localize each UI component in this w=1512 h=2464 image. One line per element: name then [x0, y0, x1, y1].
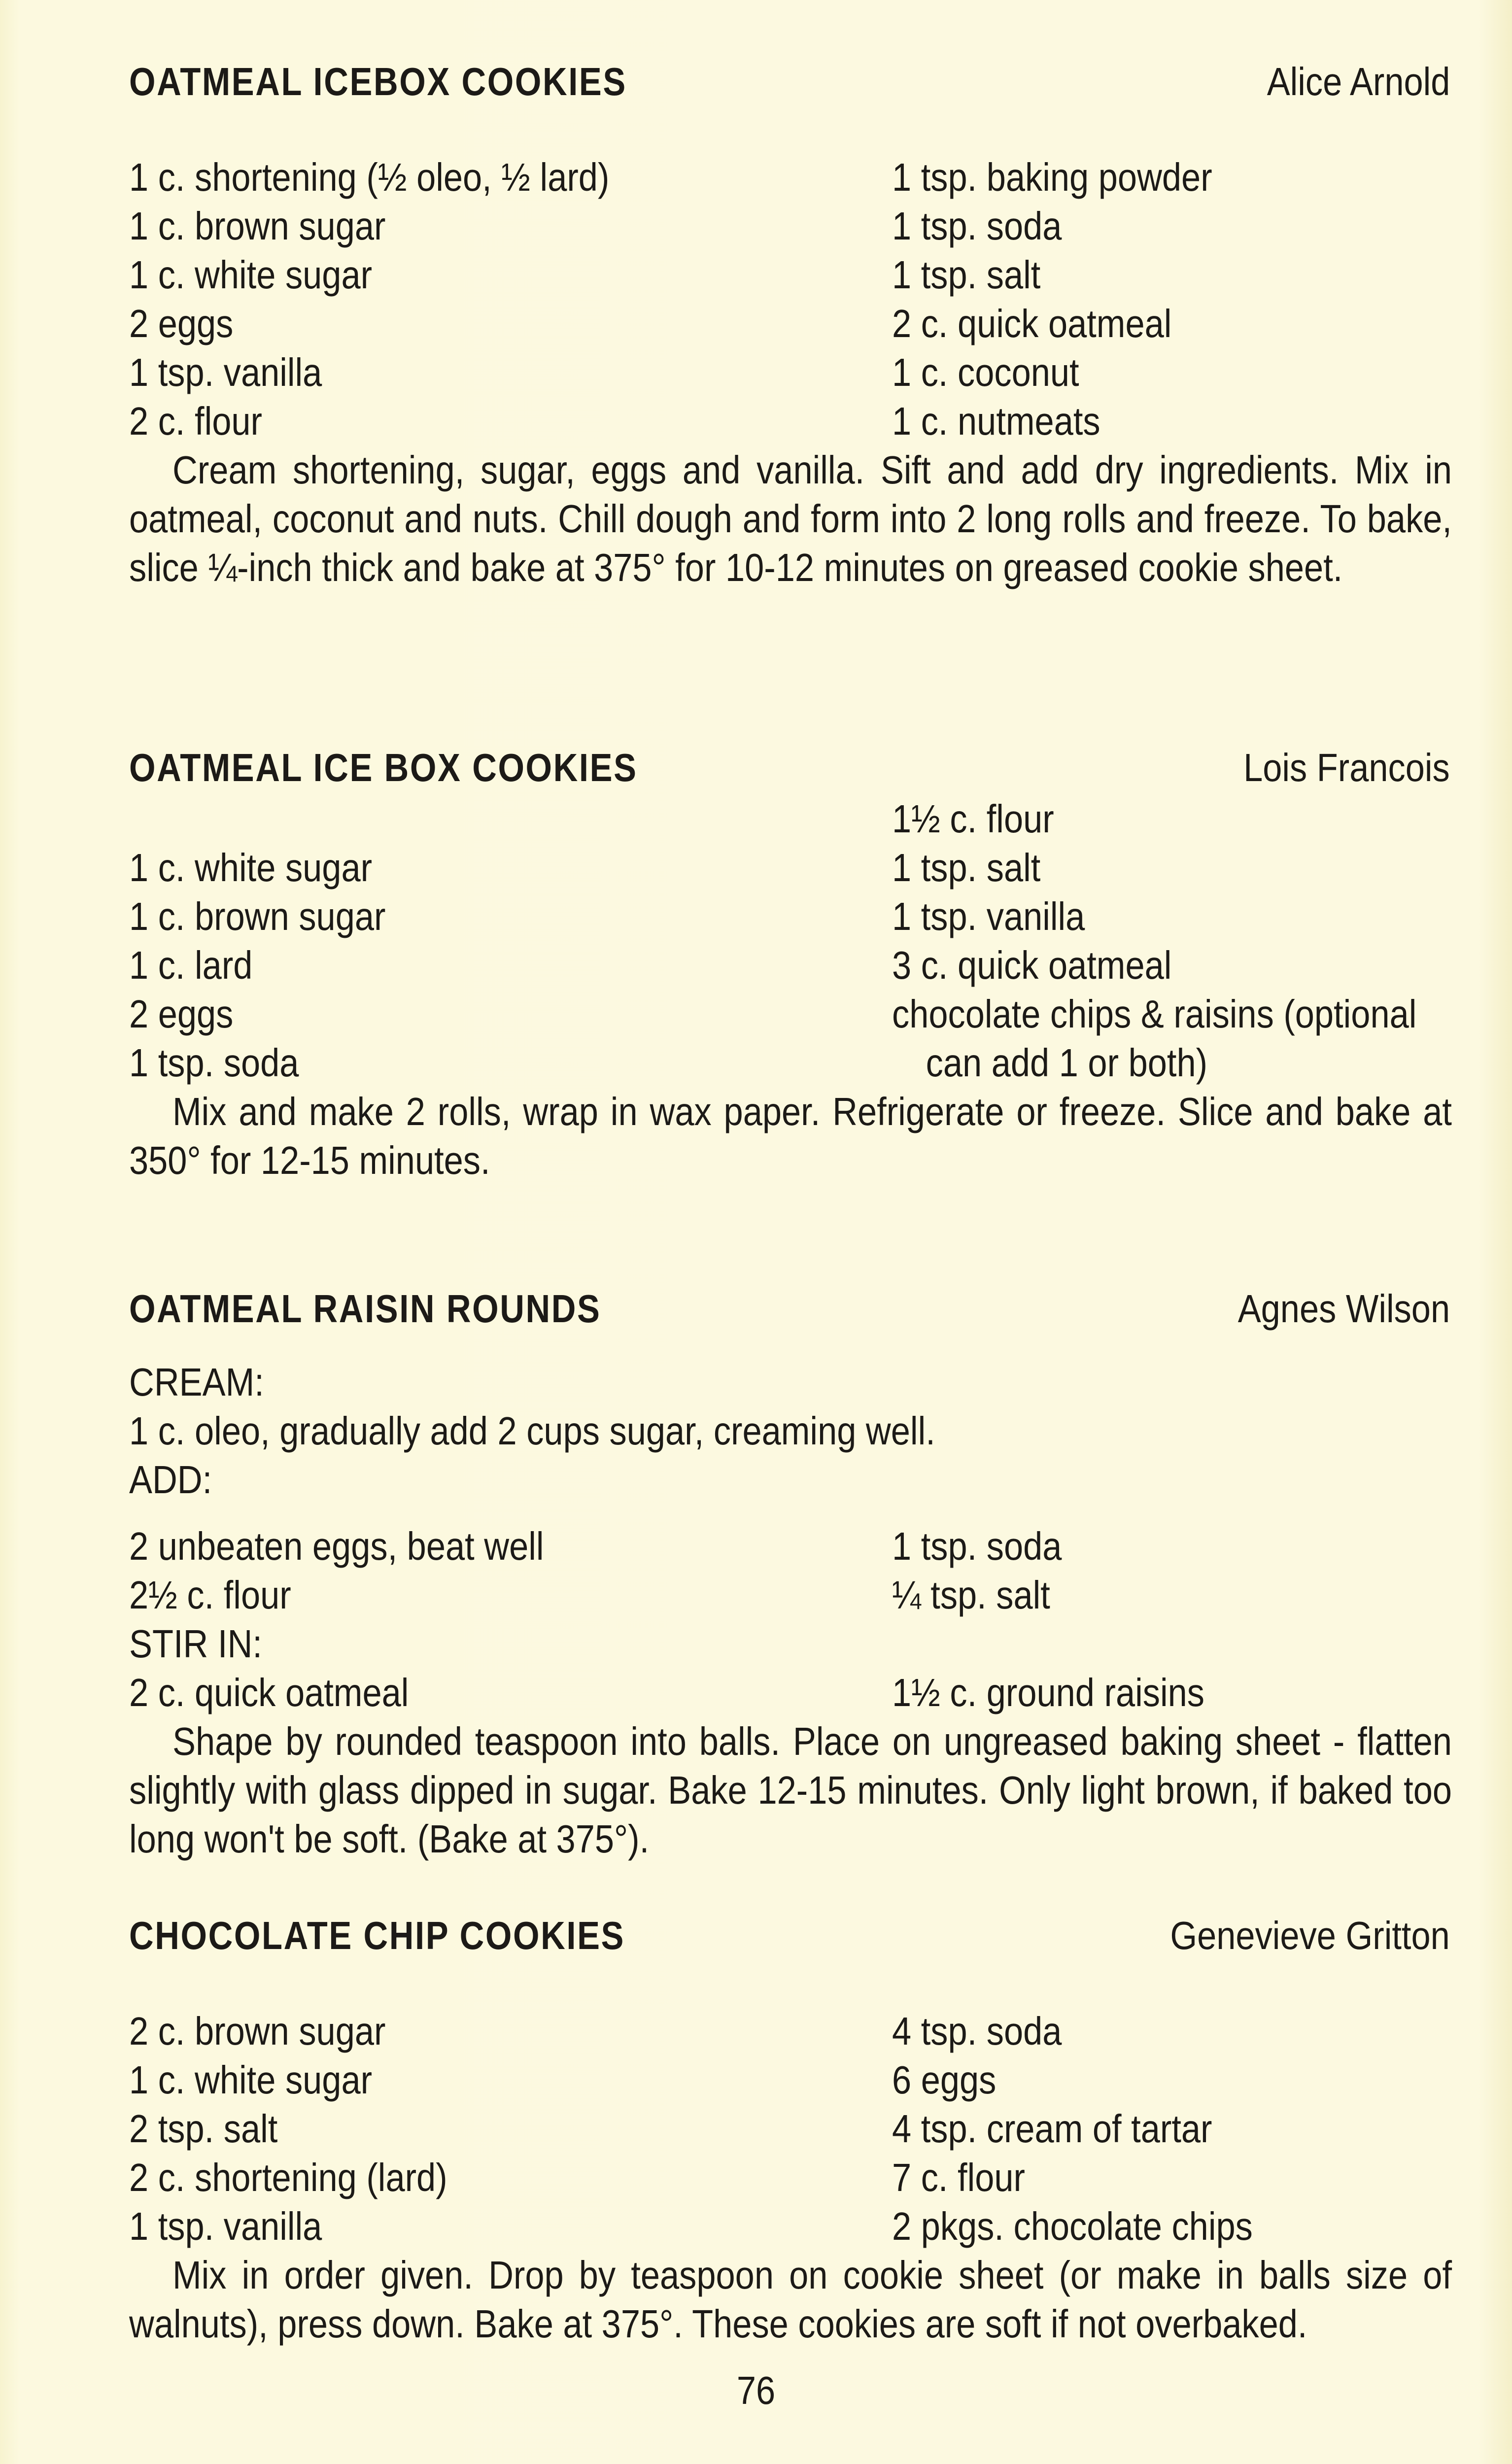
ingredient: 1 c. white sugar — [129, 2058, 373, 2102]
ingredient-list — [129, 1668, 1450, 1717]
ingredient: 6 eggs — [892, 2058, 997, 2102]
recipe-author: Genevieve Gritton — [1170, 1914, 1450, 1957]
ingredient: 1 tsp. soda — [892, 204, 1062, 248]
recipe-header — [129, 1913, 1450, 1962]
ingredient: 1 c. white sugar — [129, 846, 373, 890]
ingredient: 4 tsp. soda — [892, 2009, 1062, 2053]
ingredient-list — [129, 1522, 1450, 1619]
ingredient: 2 c. quick oatmeal — [129, 1671, 409, 1714]
recipe-oatmeal-icebox-cookies — [129, 59, 1450, 592]
recipe-header — [129, 59, 1450, 108]
ingredient: 1 tsp. soda — [129, 1041, 299, 1085]
ingredient: 2½ c. flour — [129, 1573, 291, 1617]
ingredient: 1 tsp. baking powder — [892, 155, 1212, 199]
section-label: ADD: — [129, 1458, 212, 1502]
recipe-chocolate-chip-cookies — [129, 1913, 1450, 2348]
ingredient: 1 c. coconut — [892, 350, 1079, 394]
ingredient: 1 c. nutmeats — [892, 399, 1100, 443]
ingredient: 2 c. brown sugar — [129, 2009, 386, 2053]
ingredient: 1 c. brown sugar — [129, 894, 386, 938]
recipe-directions: Mix in order given. Drop by teaspoon on cookie sheet (or make in balls size of walnuts), press down. Bake at 375°. These cookies are soft if not overbaked. — [129, 2253, 1452, 2346]
ingredient: 1 c. lard — [129, 943, 253, 987]
ingredient: 4 tsp. cream of tartar — [892, 2107, 1212, 2151]
ingredient: 1 c. shortening (½ oleo, ½ lard) — [129, 155, 610, 199]
recipe-title: OATMEAL RAISIN ROUNDS — [129, 1287, 601, 1331]
section-label: CREAM: — [129, 1360, 264, 1404]
recipe-title: CHOCOLATE CHIP COOKIES — [129, 1914, 625, 1957]
recipe-oatmeal-ice-box-cookies — [129, 745, 1450, 1185]
recipe-title: OATMEAL ICEBOX COOKIES — [129, 60, 627, 103]
ingredient: 2 unbeaten eggs, beat well — [129, 1524, 544, 1568]
ingredient: 1 tsp. salt — [892, 846, 1041, 890]
ingredient: 1 c. white sugar — [129, 253, 373, 297]
ingredient: 1 tsp. vanilla — [892, 894, 1085, 938]
recipe-directions: Cream shortening, sugar, eggs and vanilla. Sift and add dry ingredients. Mix in oatmeal, coconut and nuts. Chill dough and form into 2 long rolls and freeze. To bake, slice ¼-inch thick and bake at 375° for 10-12 minutes on greased cookie sheet. — [129, 448, 1452, 589]
ingredient: 7 c. flour — [892, 2156, 1025, 2199]
recipe-header — [129, 745, 1450, 794]
ingredient: can add 1 or both) — [926, 1041, 1208, 1085]
recipe-directions: Mix and make 2 rolls, wrap in wax paper. Refrigerate or freeze. Slice and bake at 350° for 12-15 minutes. — [129, 1090, 1452, 1182]
ingredient: 1 tsp. vanilla — [129, 2204, 322, 2248]
ingredient: 2 c. shortening (lard) — [129, 2156, 447, 2199]
section-label: STIR IN: — [129, 1622, 262, 1666]
recipe-oatmeal-raisin-rounds — [129, 1286, 1450, 1863]
recipe-author: Lois Francois — [1243, 746, 1450, 789]
recipe-author: Alice Arnold — [1267, 60, 1450, 103]
ingredient: chocolate chips & raisins (optional — [892, 992, 1417, 1036]
recipe-author: Agnes Wilson — [1237, 1287, 1450, 1331]
ingredient: ¼ tsp. salt — [892, 1573, 1050, 1617]
ingredient: 1½ c. ground raisins — [892, 1671, 1204, 1714]
ingredient: 2 pkgs. chocolate chips — [892, 2204, 1253, 2248]
ingredient-list — [129, 794, 1450, 1087]
ingredient — [129, 794, 800, 843]
ingredient-list — [129, 2007, 1450, 2251]
ingredient: 2 eggs — [129, 302, 234, 345]
ingredient: 2 c. flour — [129, 399, 262, 443]
ingredient: 3 c. quick oatmeal — [892, 943, 1172, 987]
ingredient-list — [129, 153, 1450, 445]
ingredient: 2 eggs — [129, 992, 234, 1036]
recipe-header — [129, 1286, 1450, 1335]
ingredient: 1 tsp. salt — [892, 253, 1041, 297]
recipe-directions: Shape by rounded teaspoon into balls. Place on ungreased baking sheet - flatten slightly with glass dipped in sugar. Bake 12-15 minutes. Only light brown, if baked too long won't be soft. (Bake at 375°). — [129, 1719, 1452, 1861]
ingredient: 2 c. quick oatmeal — [892, 302, 1172, 345]
ingredient: 1 tsp. vanilla — [129, 350, 322, 394]
ingredient: 1½ c. flour — [892, 797, 1054, 841]
ingredient: 2 tsp. salt — [129, 2107, 278, 2151]
recipe-title: OATMEAL ICE BOX COOKIES — [129, 746, 638, 789]
ingredient: 1 tsp. soda — [892, 1524, 1062, 1568]
ingredient: 1 c. brown sugar — [129, 204, 386, 248]
ingredient-line: 1 c. oleo, gradually add 2 cups sugar, creaming well. — [129, 1409, 935, 1453]
page-number: 76 — [736, 2368, 776, 2412]
